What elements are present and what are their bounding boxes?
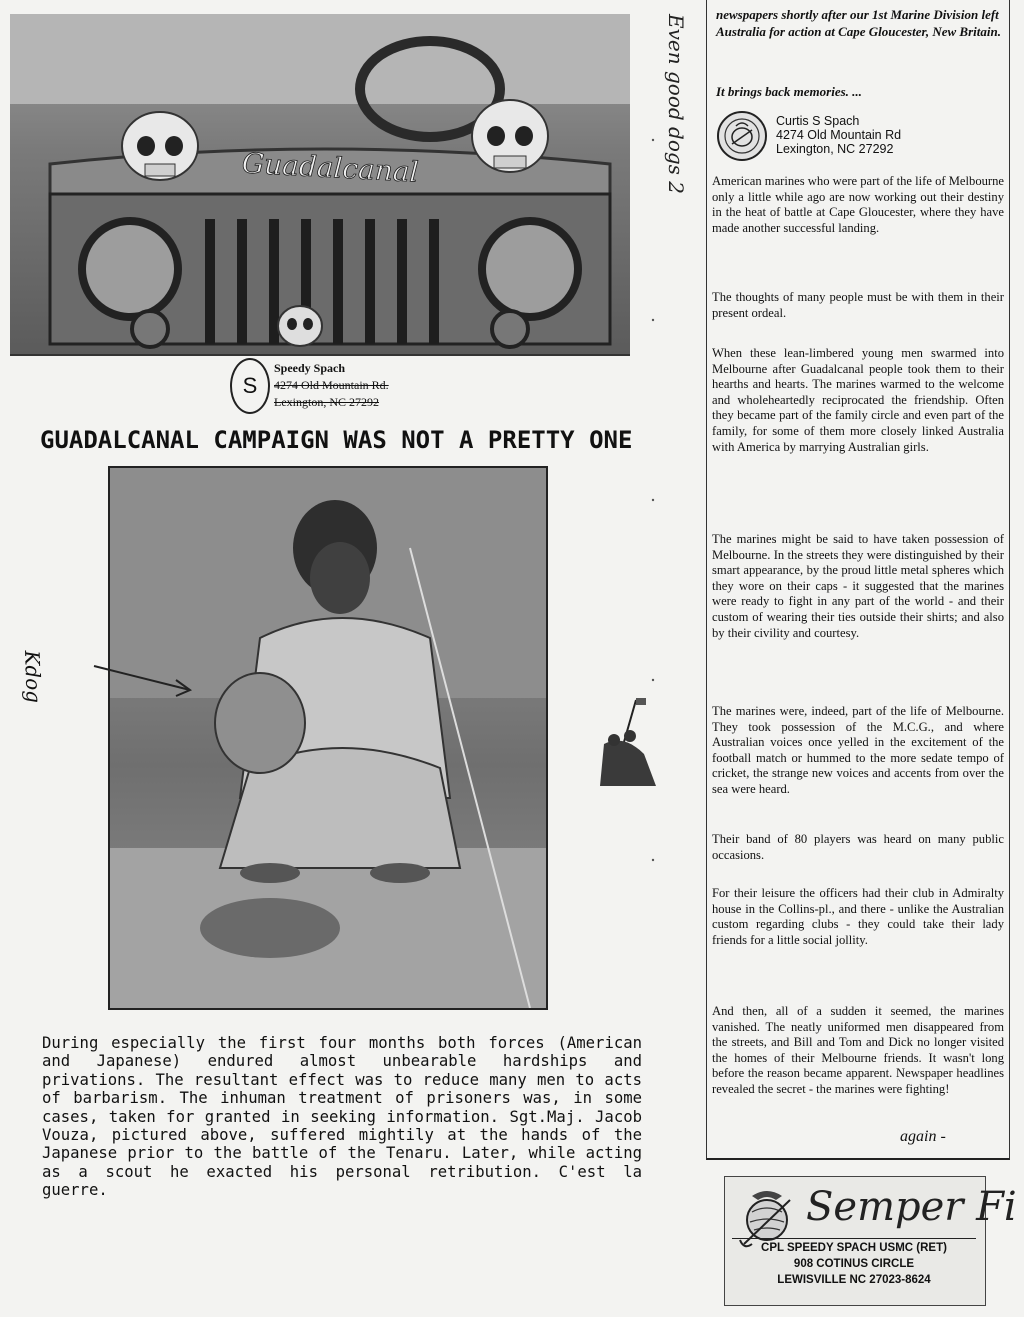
- column-paragraph: And then, all of a sudden it seemed, the marines vanished. The neatly uniformed men disappeared from the streets, and Bill and Tom and Dick no longer visited the homes of their Melbourne friends. It wasn't long before the reason became apparent. Newspaper headlines revealed the secret - the marines were fighting!: [712, 1004, 1004, 1096]
- card-name: CPL SPEEDY SPACH USMC (RET): [732, 1238, 976, 1256]
- column-signoff: again -: [900, 1128, 946, 1145]
- skull-left: [122, 112, 198, 180]
- stamp-street: 4274 Old Mountain Rd.: [274, 378, 389, 392]
- marine-emblem-icon: [716, 110, 768, 162]
- stamp-city: Lexington, NC 27292: [274, 395, 379, 409]
- column-paragraph: For their leisure the officers had their club in Admiralty house in the Collins-pl., and there - unlike the Australian custom regarding clubs - they could take their lady friends for a little social jollity.: [712, 886, 1004, 947]
- card-text: [732, 1238, 976, 1288]
- stamp-name: Speedy Spach: [274, 361, 346, 375]
- address-name: Curtis S Spach: [776, 114, 860, 128]
- held-object: [215, 673, 305, 773]
- card-street: 908 COTINUS CIRCLE: [793, 1258, 915, 1270]
- address-street: 4274 Old Mountain Rd: [776, 128, 902, 142]
- jeep-photo: [10, 14, 630, 356]
- card-city: LEWISVILLE NC 27023-8624: [777, 1274, 931, 1286]
- arrow-icon: [90, 660, 200, 700]
- skull-small: [278, 306, 322, 346]
- column-address: [776, 114, 901, 156]
- left-headlight: [82, 221, 178, 317]
- column-paragraph: When these lean-limbered young men swarmed into Melbourne after Guadalcanal people took them to their hearths and hearts. The marines warmed to the welcome and wholeheartedly reciprocated the friendship. Often they became part of the family circle and even part of the family, for some of them more closely linked Australia with America by marrying Australian girls.: [712, 346, 1004, 454]
- card-motto: Semper Fi: [806, 1184, 1017, 1230]
- column-paragraph: The marines were, indeed, part of the life of Melbourne. They took possession of the M.C.G., and where Australian voices once yelled in the excitement of the football match or hummed to the more sedate tempo of cricket, the strange new voices and accents from over the sea were heard.: [712, 704, 1004, 796]
- column-memories: It brings back memories. ...: [716, 84, 862, 99]
- column-paragraph: The marines might be said to have taken possession of Melbourne. In the streets they were distinguished by their smart appearance, by the proud little metal spheres which they wore on their caps - it suggested that the marines were ready to fight in any part of the world - and their custom of wearing their ties outside their shirts; and also by their civility and courtesy.: [712, 532, 1004, 640]
- headline: GUADALCANAL CAMPAIGN WAS NOT A PRETTY ONE: [40, 426, 633, 454]
- stamp-initial: S: [230, 358, 270, 414]
- address-city: Lexington, NC 27292: [776, 142, 894, 156]
- right-headlight: [482, 221, 578, 317]
- vertical-handwritten-note: Even good dogs 2: [664, 14, 688, 195]
- margin-dots: [648, 20, 658, 1020]
- column-paragraph: American marines who were part of the life of Melbourne only a little while ago are now working out their destiny in the heat of battle at Cape Gloucester, where they have made another successful landing.: [712, 174, 1004, 235]
- skull-right: [472, 100, 548, 172]
- column-paragraph: Their band of 80 players was heard on many public occasions.: [712, 832, 1004, 862]
- vouza-photo: [108, 466, 548, 1010]
- column-paragraph: The thoughts of many people must be with them in their present ordeal.: [712, 290, 1004, 320]
- hood-lettering: Guadalcanal: [241, 146, 420, 189]
- column-intro: newspapers shortly after our 1st Marine Division left Australia for action at Cape Gloucester, New Britain.: [716, 7, 1001, 39]
- jeep-illustration: [10, 14, 630, 354]
- handwritten-left-note: Kdog: [20, 650, 46, 704]
- vouza-illustration: [110, 468, 546, 1008]
- body-text: During especially the first four months both forces (American and Japanese) endured almost unbearable hardships and privations. The resultant effect was to reduce many men to acts of barbarism. The inhuman treatment of prisoners was, in some cases, taken for granted in seeking information. Sgt.Maj. Jacob Vouza, pictured above, suffered mightily at the hands of the Japanese prior to the battle of the Tenaru. Later, while acting as a scout he exacted his personal retribution. C'est la guerre.: [42, 1034, 642, 1200]
- stamp-address: [274, 360, 389, 411]
